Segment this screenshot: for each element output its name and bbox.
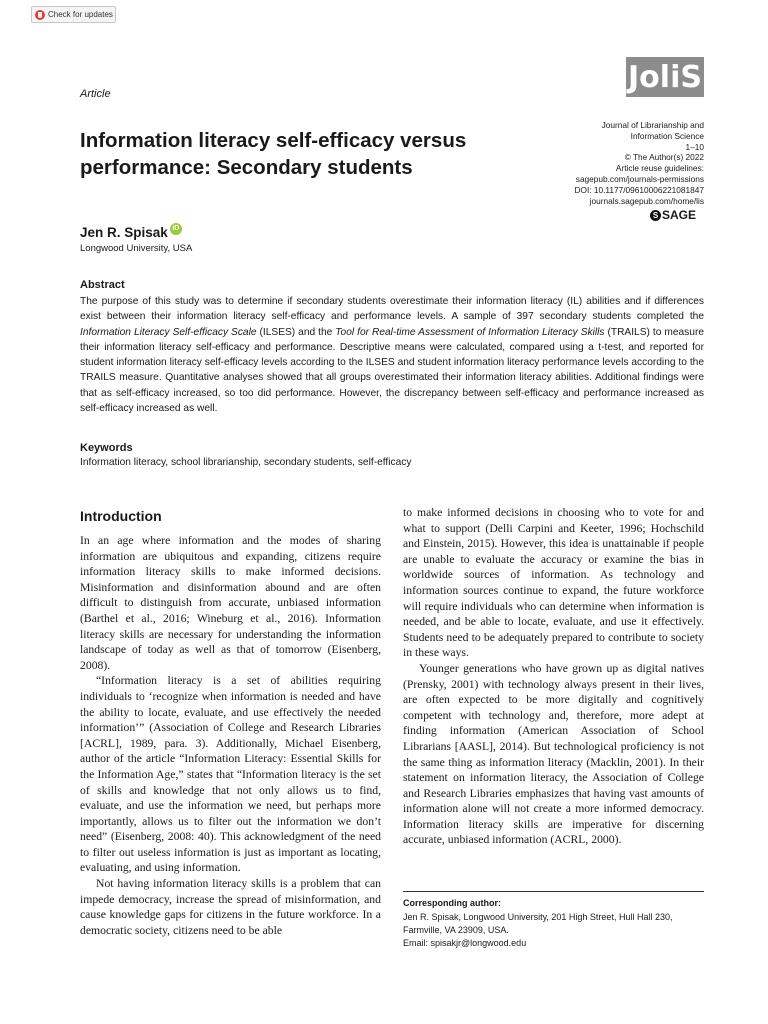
update-icon [35,10,45,20]
corresponding-author-heading: Corresponding author: [403,898,501,908]
sage-logo [650,208,696,222]
author-name: Jen R. Spisak [80,225,168,240]
doi[interactable]: DOI: 10.1177/09610006221081847 [574,184,704,195]
body-column-right [403,505,704,848]
journal-info [560,120,704,206]
journal-name: Journal of Librarianship and Information Science [601,120,704,141]
introduction-heading: Introduction [80,508,162,524]
check-for-updates-badge[interactable] [31,6,116,23]
journal-logo: JoliS [626,57,704,97]
reuse-label: Article reuse guidelines: [615,163,704,174]
journal-pages: 1–10 [685,141,704,152]
sage-label: SAGE [662,208,697,222]
reuse-link[interactable]: sagepub.com/journals-permissions [575,173,704,184]
paragraph: In an age where information and the modes of sharing information are ubiquitous and expanding, citizens require information literacy skills to make informed decisions. Misinformation and disinformation abound and are often difficult to distinguish from accurate, unbiased information (Barthel et al., 2016; Wineburg et al., 2016). Information literacy skills are necessary for understanding the information landscape of today as well as that of tomorrow (Eisenberg, 2008). [80,534,381,672]
journal-homepage-link[interactable]: journals.sagepub.com/home/lis [589,195,704,206]
footnote-divider [403,891,704,892]
abstract-heading: Abstract [80,279,125,291]
abstract-part: (TRAILS) to measure their information literacy self-efficacy and performance. Descriptive means were calculated, compared using a t-test, and reported for student information literacy self-efficacy levels according to the ILSES and student information literacy performance levels according to the TRAILS measure. Quantitative analyses showed that all groups overestimated their information literacy abilities. Additional findings were that as self-efficacy increased, so too did performance. However, the discrepancy between self-efficacy and performance increased as self-efficacy increased as well. [80,326,704,415]
corresponding-email[interactable]: Email: spisakjr@longwood.edu [403,938,527,948]
abstract-part: (ILSES) and the [256,326,336,338]
journal-copyright: © The Author(s) 2022 [624,152,704,163]
abstract-italic: Information Literacy Self-efficacy Scale [80,326,257,338]
paragraph: Younger generations who have grown up as digital natives (Prensky, 2001) with technology always present in their lives, are often expected to be more digitally and cognitively competent with technology and, therefore, more adept at finding information (American Association of School Librarians [AASL], 2014). But technological proficiency is not the same thing as information literacy (Macklin, 2001). In their statement on information literacy, the Association of College and Research Libraries emphasizes that having vast amounts of information alone will not create a more informed democracy. Information literacy skills are imperative for discerning accurate, unbiased information (ACRL, 2000). [403,661,704,847]
abstract-italic: Tool for Real-time Assessment of Information Literacy Skills [335,326,605,338]
orcid-icon[interactable]: iD [170,223,182,235]
check-for-updates-label: Check for updates [48,10,113,19]
article-type-label: Article [80,88,111,100]
paragraph: to make informed decisions in choosing who to vote for and what to support (Delli Carpini and Keeter, 1996; Hochschild and Einstein, 2015). However, this idea is unattainable if people are unable to evaluate the accuracy or examine the bias in worldwide sources of information. As technology and information sources continue to expand, the future workforce will require individuals who can determine when information is needed, and be able to locate, evaluate, and use it effectively. Students need to be adequately prepared to contribute to society in these ways. [403,506,704,660]
sage-icon: S [650,210,661,221]
paper-title: Information literacy self-efficacy versus performance: Secondary students [80,129,467,179]
corresponding-author-info [403,911,704,950]
body-column-left [80,533,381,938]
paragraph: “Information literacy is a set of abilities requiring individuals to ‘recognize when information is needed and have the ability to locate, evaluate, and use effectively the needed information’” (Association of College and Research Libraries [ACRL], 1989, para. 3). Additionally, Michael Eisenberg, author of the article “Information Literacy: Essential Skills for the Information Age,” states that “Information literacy is the set of skills and knowledge that not only allows us to find, evaluate, and use the information we need, but perhaps more importantly, allows us to filter out the information we don’t need” (Eisenberg, 2008: 40). This acknowledgment of the need to filter out useless information is just as important as locating, evaluating, and using information. [80,674,381,875]
corresponding-address: Jen R. Spisak, Longwood University, 201 High Street, Hull Hall 230, Farmville, VA 23909, USA. [403,912,673,935]
abstract-part: The purpose of this study was to determine if secondary students overestimate their information literacy (IL) abilities and if differences exist between their information literacy self-efficacy and performance levels. A sample of 397 secondary students completed the [80,296,704,323]
abstract-text [80,294,704,416]
keywords-heading: Keywords [80,442,133,454]
paragraph: Not having information literacy skills is a problem that can impede democracy, increase the spread of misinformation, and cause knowledge gaps for citizens in the future workforce. In a democratic society, citizens need to be able [80,877,381,937]
author [80,225,182,240]
keywords-text: Information literacy, school librarianship, secondary students, self-efficacy [80,457,412,468]
author-affiliation: Longwood University, USA [80,243,193,254]
